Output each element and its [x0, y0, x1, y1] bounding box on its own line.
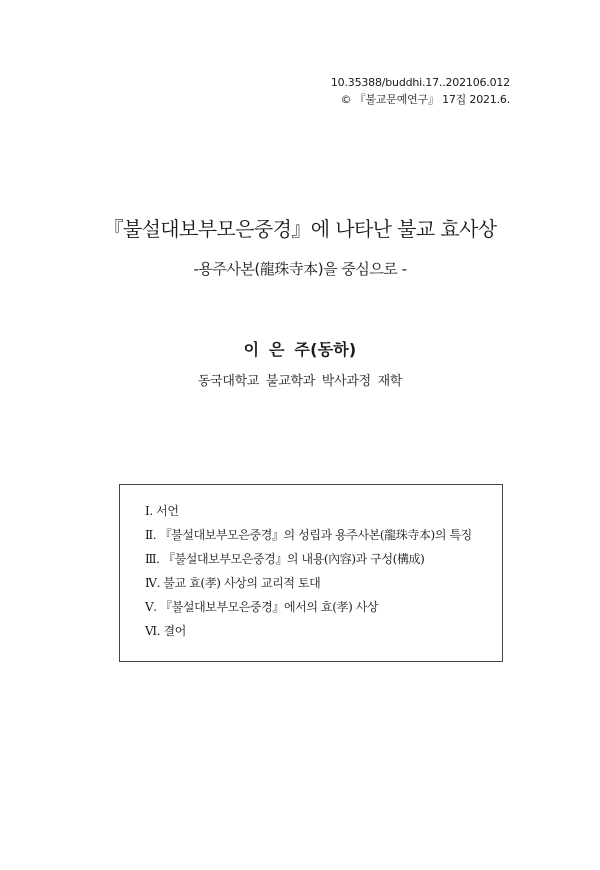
toc-item-2: Ⅱ. 『불설대보부모은중경』의 성립과 용주사본(龍珠寺本)의 특징	[145, 528, 472, 542]
toc-item-3: Ⅲ. 『불설대보부모은중경』의 내용(內容)과 구성(構成)	[145, 552, 425, 566]
toc-item-6: Ⅵ. 결어	[145, 624, 186, 638]
author-affiliation: 동국대학교 불교학과 박사과정 재학	[197, 374, 403, 389]
toc-item-1: Ⅰ. 서언	[145, 504, 179, 518]
toc-list	[145, 499, 472, 643]
table-of-contents	[119, 484, 503, 662]
paper-title: 『불설대보부모은중경』에 나타난 불교 효사상	[103, 217, 497, 241]
doi-citation-block	[331, 74, 510, 108]
toc-item-4: Ⅳ. 불교 효(孝) 사상의 교리적 토대	[145, 576, 321, 590]
toc-item-5: Ⅴ. 『불설대보부모은중경』에서의 효(孝) 사상	[145, 600, 379, 614]
paper-subtitle: -용주사본(龍珠寺本)을 중심으로 -	[193, 260, 407, 278]
citation-text: © 『불교문예연구』 17집 2021.6.	[340, 93, 510, 106]
doi-text: 10.35388/buddhi.17..202106.012	[330, 76, 510, 89]
author-name: 이 은 주(동하)	[243, 340, 357, 359]
